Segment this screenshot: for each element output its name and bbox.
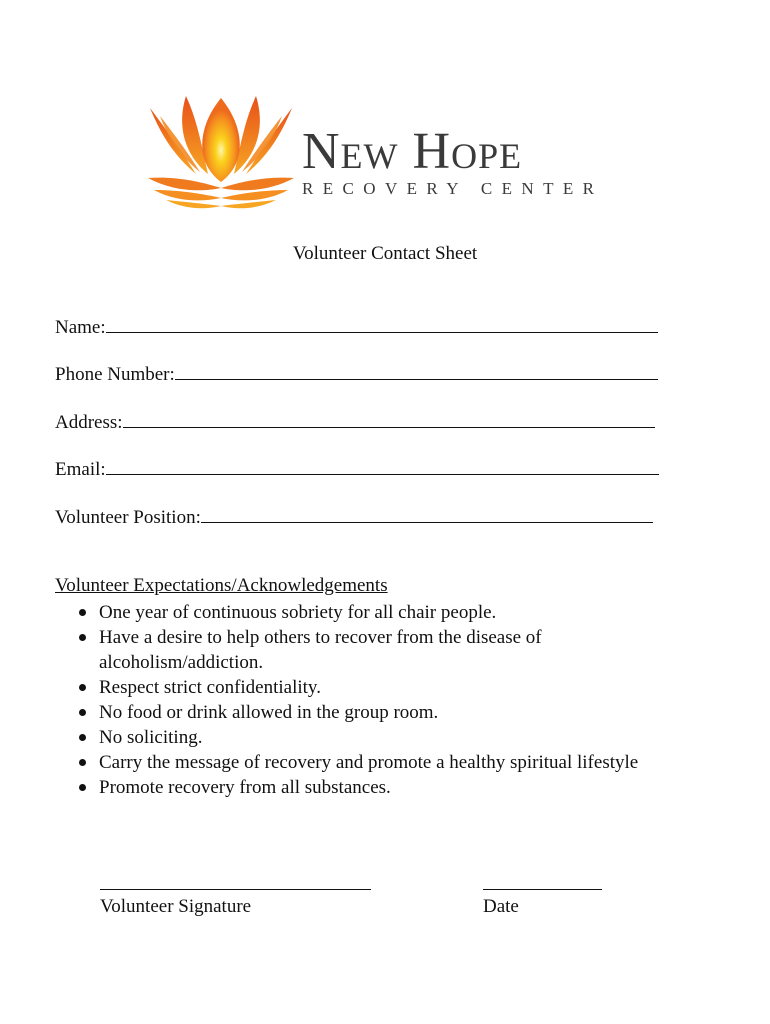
email-blank-line[interactable] <box>106 457 659 475</box>
volunteer-position-label: Volunteer Position: <box>55 507 201 528</box>
phone-number-blank-line[interactable] <box>175 362 658 380</box>
volunteer-signature-line[interactable] <box>100 889 371 890</box>
bullet-icon <box>79 784 86 791</box>
phone-number-field <box>55 362 658 386</box>
address-label: Address: <box>55 412 123 433</box>
list-item: No soliciting. <box>55 725 735 750</box>
list-item: One year of continuous sobriety for all chair people. <box>55 600 735 625</box>
list-item: Carry the message of recovery and promote a healthy spiritual lifestyle <box>55 750 735 775</box>
expectations-list <box>55 600 735 800</box>
address-field <box>55 410 655 434</box>
address-blank-line[interactable] <box>123 410 655 428</box>
bullet-icon <box>79 609 86 616</box>
bullet-icon <box>79 759 86 766</box>
bullet-icon <box>79 634 86 641</box>
name-field <box>55 315 658 339</box>
list-item: Promote recovery from all substances. <box>55 775 735 800</box>
bullet-icon <box>79 734 86 741</box>
name-label: Name: <box>55 317 106 338</box>
volunteer-signature-label: Volunteer Signature <box>100 896 252 917</box>
name-blank-line[interactable] <box>106 315 658 333</box>
volunteer-position-blank-line[interactable] <box>201 505 653 523</box>
expectations-heading: Volunteer Expectations/Acknowledgements <box>55 575 388 596</box>
new-hope-logo <box>146 92 616 212</box>
bullet-icon <box>79 684 86 691</box>
phone-number-label: Phone Number: <box>55 364 175 385</box>
logo-subtitle: RECOVERY CENTER <box>302 179 604 198</box>
volunteer-position-field <box>55 505 653 529</box>
list-item: Have a desire to help others to recover from the disease of alcoholism/addiction. <box>55 625 579 675</box>
logo-title: New Hope <box>302 123 523 180</box>
lotus-flower-icon <box>146 92 296 212</box>
list-item: Respect strict confidentiality. <box>55 675 735 700</box>
document-title: Volunteer Contact Sheet <box>292 243 478 264</box>
bullet-icon <box>79 709 86 716</box>
list-item: No food or drink allowed in the group room. <box>55 700 735 725</box>
date-label: Date <box>483 896 519 917</box>
email-label: Email: <box>55 459 106 480</box>
date-line[interactable] <box>483 889 602 890</box>
email-field <box>55 457 659 481</box>
